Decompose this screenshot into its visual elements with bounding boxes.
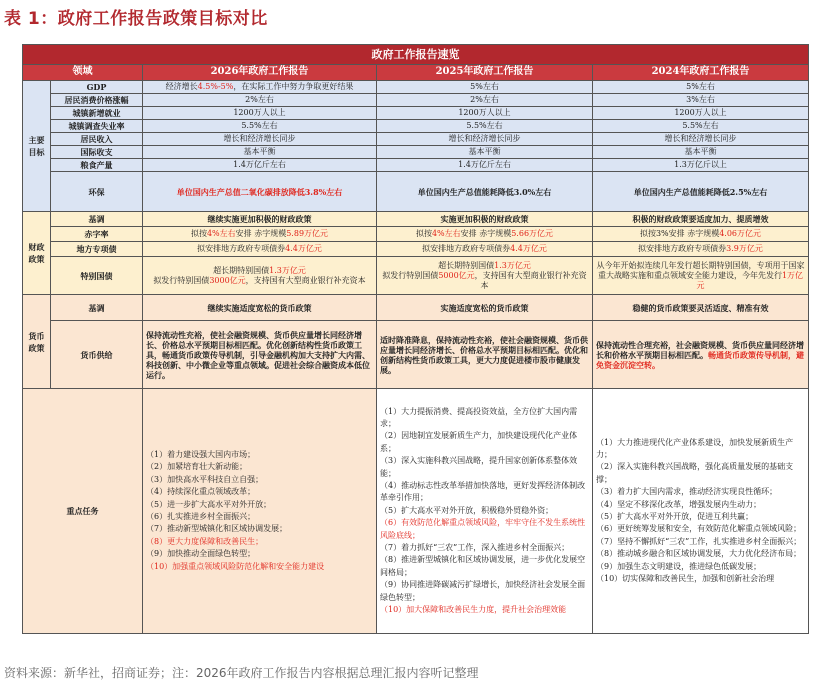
monetary-tone-2026: 继续实施适度宽松的货币政策: [143, 295, 377, 321]
grain-2026: 1.4万亿斤左右: [143, 159, 377, 172]
table-caption: 表 1：政府工作报告政策目标对比: [4, 9, 268, 29]
task-item: （10）切实保障和改善民生，加强和创新社会治理: [596, 573, 775, 583]
gdp-2026: 经济增长4.5%-5%，在实际工作中努力争取更好结果: [143, 81, 377, 94]
local-bonds-2026: 拟安排地方政府专项债券4.4万亿元: [143, 242, 377, 257]
deficit-2025: 拟按4%左右安排 赤字规模5.66万亿元: [377, 227, 593, 242]
task-item: （7）坚持不懈抓好“三农”工作，扎实推进乡村全面振兴；: [596, 536, 802, 546]
row-label-environment: 环保: [51, 172, 143, 212]
section-fiscal: 财政政策: [23, 212, 51, 295]
monetary-tone-2024: 稳健的货币政策要灵活适度、精准有效: [593, 295, 809, 321]
task-item: （8）推动城乡融合和区域协调发展，大力优化经济布局；: [596, 549, 802, 559]
task-item: （9）加快推动全面绿色转型；: [146, 549, 256, 559]
task-item: （3）着力扩大国内需求，推动经济实现良性循环；: [596, 487, 778, 497]
fiscal-tone-2026: 继续实施更加积极的财政政策: [143, 212, 377, 227]
payments-2024: 基本平衡: [593, 146, 809, 159]
jobs-2024: 1200万人以上: [593, 107, 809, 120]
jobs-2026: 1200万人以上: [143, 107, 377, 120]
task-item: （6）扎实推进乡村全面振兴；: [146, 512, 256, 521]
header-field: 领域: [23, 65, 143, 81]
unemployment-2024: 5.5%左右: [593, 120, 809, 133]
task-item: （3）深入实施科教兴国战略，提升国家创新体系整体效能；: [380, 456, 578, 478]
tasks-2025: [377, 389, 593, 634]
task-item: （4）推动标志性改革举措加快落地，更好发挥经济体制改革牵引作用；: [380, 481, 586, 503]
source-note: 资料来源：新华社，招商证券；注：2026年政府工作报告内容根据总理汇报内容听记整理: [4, 666, 479, 680]
deficit-2026: 拟按4%左右安排 赤字规模5.89万亿元: [143, 227, 377, 242]
environment-2026: 单位国内生产总值二氧化碳排放降低3.8%左右: [143, 172, 377, 212]
money-supply-2025: 适时降准降息，保持流动性充裕，使社会融资规模、货币供应量增长同经济增长、价格总水平预期目标相匹配。优化和创新结构性货币政策工具，更大力度促进楼市股市健康发展。: [377, 321, 593, 389]
section-main-targets: 主要目标: [23, 81, 51, 212]
task-item: （3）加快高水平科技自立自强；: [146, 474, 264, 484]
task-item: （1）着力建设强大国内市场；: [146, 450, 256, 460]
row-label-local-bonds: 地方专项债: [51, 242, 143, 257]
task-item: （7）推动新型城镇化和区域协调发展；: [146, 524, 288, 534]
jobs-2025: 1200万人以上: [377, 107, 593, 120]
tasks-2024: [593, 389, 809, 634]
deficit-2024: 拟按3%安排 赤字规模4.06万亿元: [593, 227, 809, 242]
policy-comparison-table: [22, 44, 809, 634]
cpi-2026: 2%左右: [143, 94, 377, 107]
task-item: （9）协同推进降碳减污扩绿增长，加快经济社会发展全面绿色转型；: [380, 580, 586, 602]
row-label-special-bonds: 特别国债: [51, 257, 143, 295]
row-label-income: 居民收入: [51, 133, 143, 146]
task-item: （8）推进新型城镇化和区域协调发展，进一步优化发展空间格局；: [380, 555, 586, 577]
environment-2024: 单位国内生产总值能耗降低2.5%左右: [593, 172, 809, 212]
row-label-deficit: 赤字率: [51, 227, 143, 242]
header-2024: 2024年政府工作报告: [593, 65, 809, 81]
money-supply-2026: 保持流动性充裕，使社会融资规模、货币供应量增长同经济增长、价格总水平预期目标相匹配。优化创新结构性货币政策工具，畅通货币政策传导机制，引导金融机构加大支持扩大内需、科技创新、中小微企业等重点领域。促进社会综合融资成本低位运行。: [143, 321, 377, 389]
task-item: （10）加大保障和改善民生力度，提升社会治理效能: [380, 604, 567, 614]
task-item: （5）扩大高水平对外开放，积极稳外贸稳外资；: [380, 505, 554, 515]
task-item: （9）加强生态文明建设，推进绿色低碳发展；: [596, 561, 762, 571]
cpi-2024: 3%左右: [593, 94, 809, 107]
income-2024: 增长和经济增长同步: [593, 133, 809, 146]
income-2026: 增长和经济增长同步: [143, 133, 377, 146]
row-label-cpi: 居民消费价格涨幅: [51, 94, 143, 107]
cpi-2025: 2%左右: [377, 94, 593, 107]
task-item: （4）坚定不移深化改革，增强发展内生动力；: [596, 499, 762, 509]
special-bonds-2026: 超长期特别国债1.3万亿元 拟发行特别国债3000亿元，支持国有大型商业银行补充资本: [143, 257, 377, 295]
task-item: （2）深入实施科教兴国战略，强化高质量发展的基础支撑；: [596, 462, 794, 484]
monetary-tone-2025: 实施适度宽松的货币政策: [377, 295, 593, 321]
payments-2026: 基本平衡: [143, 146, 377, 159]
task-item: （1）大力推进现代化产业体系建设，加快发展新质生产力；: [596, 437, 794, 460]
special-bonds-2024: 从今年开始拟连续几年发行超长期特别国债，专项用于国家重大战略实施和重点领域安全能力建设，今年先发行1万亿元: [593, 257, 809, 295]
row-label-gdp: GDP: [51, 81, 143, 94]
row-label-jobs: 城镇新增就业: [51, 107, 143, 120]
task-item: （10）加强重点领域风险防范化解和安全能力建设: [146, 561, 325, 571]
task-item: （2）因地制宜发展新质生产力，加快建设现代化产业体系；: [380, 431, 578, 453]
local-bonds-2025: 拟安排地方政府专项债券4.4万亿元: [377, 242, 593, 257]
row-label-fiscal-tone: 基调: [51, 212, 143, 227]
section-key-tasks: 重点任务: [23, 389, 143, 634]
section-monetary: 货币政策: [23, 295, 51, 389]
row-label-money-supply: 货币供给: [51, 321, 143, 389]
special-bonds-2025: 超长期特别国债1.3万亿元 拟发行特别国债5000亿元，支持国有大型商业银行补充资本: [377, 257, 593, 295]
local-bonds-2024: 拟安排地方政府专项债券3.9万亿元: [593, 242, 809, 257]
header-2026: 2026年政府工作报告: [143, 65, 377, 81]
gdp-2024: 5%左右: [593, 81, 809, 94]
unemployment-2025: 5.5%左右: [377, 120, 593, 133]
task-item: （2）加紧培育壮大新动能；: [146, 462, 248, 472]
table-title: 政府工作报告速览: [23, 45, 809, 65]
fiscal-tone-2025: 实施更加积极的财政政策: [377, 212, 593, 227]
task-item: （6）有效防范化解重点领域风险，牢牢守住不发生系统性风险底线；: [380, 518, 586, 540]
task-item: （7）着力抓好“三农”工作，深入推进乡村全面振兴；: [380, 542, 570, 552]
task-item: （8）更大力度保障和改善民生；: [146, 536, 264, 546]
row-label-payments: 国际收支: [51, 146, 143, 159]
task-item: （5）扩大高水平对外开放，促进互利共赢；: [596, 512, 754, 521]
fiscal-tone-2024: 积极的财政政策要适度加力、提质增效: [593, 212, 809, 227]
grain-2025: 1.4万亿斤左右: [377, 159, 593, 172]
environment-2025: 单位国内生产总值能耗降低3.0%左右: [377, 172, 593, 212]
payments-2025: 基本平衡: [377, 146, 593, 159]
tasks-2026: [143, 389, 377, 634]
task-item: （1）大力提振消费、提高投资效益，全方位扩大国内需求；: [380, 406, 578, 429]
task-item: （4）持续深化重点领域改革；: [146, 487, 256, 497]
task-item: （6）更好统筹发展和安全，有效防范化解重点领域风险；: [596, 524, 802, 534]
row-label-grain: 粮食产量: [51, 159, 143, 172]
money-supply-2024: 保持流动性合理充裕，社会融资规模、货币供应量同经济增长和价格水平预期目标相匹配。畅通货币政策传导机制，避免资金沉淀空转。: [593, 321, 809, 389]
gdp-2025: 5%左右: [377, 81, 593, 94]
header-2025: 2025年政府工作报告: [377, 65, 593, 81]
grain-2024: 1.3万亿斤以上: [593, 159, 809, 172]
task-item: （5）进一步扩大高水平对外开放；: [146, 499, 272, 509]
row-label-unemployment: 城镇调查失业率: [51, 120, 143, 133]
income-2025: 增长和经济增长同步: [377, 133, 593, 146]
unemployment-2026: 5.5%左右: [143, 120, 377, 133]
row-label-monetary-tone: 基调: [51, 295, 143, 321]
